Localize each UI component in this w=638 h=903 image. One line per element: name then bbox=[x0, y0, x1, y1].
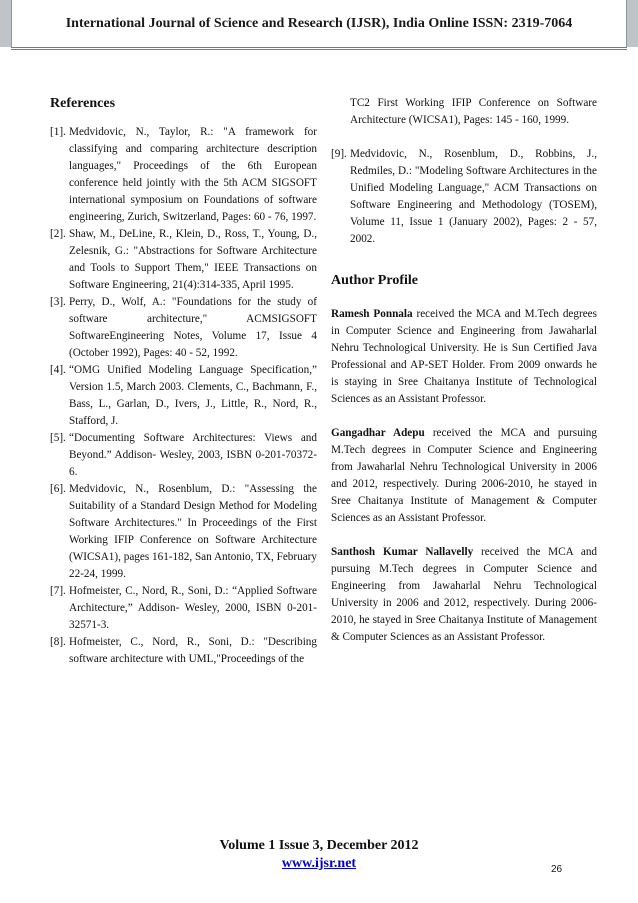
reference-item bbox=[50, 583, 317, 634]
reference-text: Hofmeister, C., Nord, R., Soni, D.: “Applied Software Architecture,” Addison- Wesley, 2000, ISBN 0-201-32571-3. bbox=[69, 585, 317, 631]
left-column bbox=[50, 95, 317, 668]
author-name: Ramesh Ponnala bbox=[331, 308, 413, 320]
footer-volume: Volume 1 Issue 3, December 2012 bbox=[219, 838, 419, 853]
reference-text: Hofmeister, C., Nord, R., Soni, D.: "Describing software architecture with UML,"Proceedings of the bbox=[69, 636, 317, 665]
reference-item bbox=[50, 634, 317, 668]
reference-number: [2]. bbox=[50, 228, 66, 240]
reference-text: Medvidovic, N., Taylor, R.: "A framework for classifying and comparing architecture description languages," Proceedings of the 6th European conference held jointly with the 5th ACM SIGSOFT international symposium on Foundations of software engineering, Zurich, Switzerland, Pages: 60 - 76, 1997. bbox=[69, 126, 317, 223]
reference-text: Medvidovic, N., Rosenblum, D.: "Assessing the Suitability of a Standard Design Method for Modeling Software Architectures." In Proceedings of the First Working IFIP Conference on Software Architecture (WICSA1), pages 161-182, San Antonio, TX, February 22-24, 1999. bbox=[69, 483, 317, 580]
author-profile-heading: Author Profile bbox=[331, 273, 418, 288]
reference-text: “OMG Unified Modeling Language Specification,” Version 1.5, March 2003. Clements, C., Bachmann, F., Bass, L., Garlan, D., Ivers, J., Little, R., Nord, R., Stafford, J. bbox=[69, 364, 317, 427]
right-frame-bar bbox=[626, 0, 638, 47]
reference-item bbox=[50, 294, 317, 362]
right-column bbox=[331, 95, 597, 663]
reference-item bbox=[50, 430, 317, 481]
journal-title: International Journal of Science and Research (IJSR), India Online ISSN: 2319-7064 bbox=[65, 15, 573, 31]
reference-text: “Documenting Software Architectures: Views and Beyond.” Addison- Wesley, 2003, ISBN 0-201-70372-6. bbox=[69, 432, 317, 478]
author-name: Gangadhar Adepu bbox=[331, 427, 425, 439]
reference-number: [6]. bbox=[50, 483, 66, 495]
author-bio-text: received the MCA and M.Tech degrees in Computer Science and Engineering from Jawaharlal Nehru Technological University. He is Sun Certified Java Professional and AP-SET Holder. From 2009 onwards he is staying in Sree Chaitanya Institute of Technological Sciences as an Assistant Professor. bbox=[331, 308, 597, 405]
reference-item bbox=[50, 481, 317, 583]
reference-number: [5]. bbox=[50, 432, 66, 444]
reference-text: Shaw, M., DeLine, R., Klein, D., Ross, T., Young, D., Zelesnik, G.: "Abstractions for Software Architecture and Tools to Support Them," IEEE Transactions on Software Engineering, 21(4):314-335, April 1995. bbox=[69, 228, 317, 291]
reference-item bbox=[50, 124, 317, 226]
reference-number: [8]. bbox=[50, 636, 66, 648]
reference-text: Medvidovic, N., Rosenblum, D., Robbins, J., Redmiles, D.: "Modeling Software Architectures in the Unified Modeling Language," ACM Transactions on Software Engineering and Methodology (TOSEM), Volume 11, Issue 1 (January 2002), Pages: 2 - 57, 2002. bbox=[350, 148, 597, 245]
author-bio-text: received the MCA and pursuing M.Tech degrees in Computer Science and Engineering from Jawaharlal Nehru Technological University in 2006 and 2012, respectively. During 2006-2010, he stayed in Sree Chaitanya Institute of Management & Computer Sciences as an Assistant Professor. bbox=[331, 546, 598, 643]
reference-item bbox=[331, 146, 597, 248]
references-heading: References bbox=[50, 96, 116, 111]
author-name: Santhosh Kumar Nallavelly bbox=[331, 546, 474, 558]
author-bio-text: received the MCA and pursuing M.Tech degrees in Computer Science and Engineering from Jawaharlal Nehru Technological University in 2006 and 2012, respectively. During 2006-2010, he stayed in Sree Chaitanya Institute of Management & Computer Sciences as an Assistant Professor. bbox=[331, 427, 597, 524]
author-bio bbox=[331, 544, 597, 646]
reference-number: [1]. bbox=[50, 126, 66, 138]
author-bio bbox=[331, 425, 597, 527]
reference-text: Perry, D., Wolf, A.: "Foundations for the study of software architecture," ACMSIGSOFT SoftwareEngineering Notes, Volume 17, Issue 4 (October 1992), Pages: 40 - 52, 1992. bbox=[69, 296, 317, 359]
page-number: 26 bbox=[551, 864, 563, 875]
reference-item bbox=[50, 226, 317, 294]
reference-number: [3]. bbox=[50, 296, 66, 308]
footer-url-link[interactable]: www.ijsr.net bbox=[281, 856, 357, 871]
reference-item bbox=[50, 362, 317, 430]
reference-number: [7]. bbox=[50, 585, 66, 597]
reference-continuation: TC2 First Working IFIP Conference on Software Architecture (WICSA1), Pages: 145 - 160, 1999. bbox=[350, 97, 597, 126]
journal-header bbox=[11, 0, 627, 50]
reference-number: [4]. bbox=[50, 364, 66, 376]
reference-number: [9]. bbox=[331, 148, 347, 160]
author-bio bbox=[331, 306, 597, 408]
